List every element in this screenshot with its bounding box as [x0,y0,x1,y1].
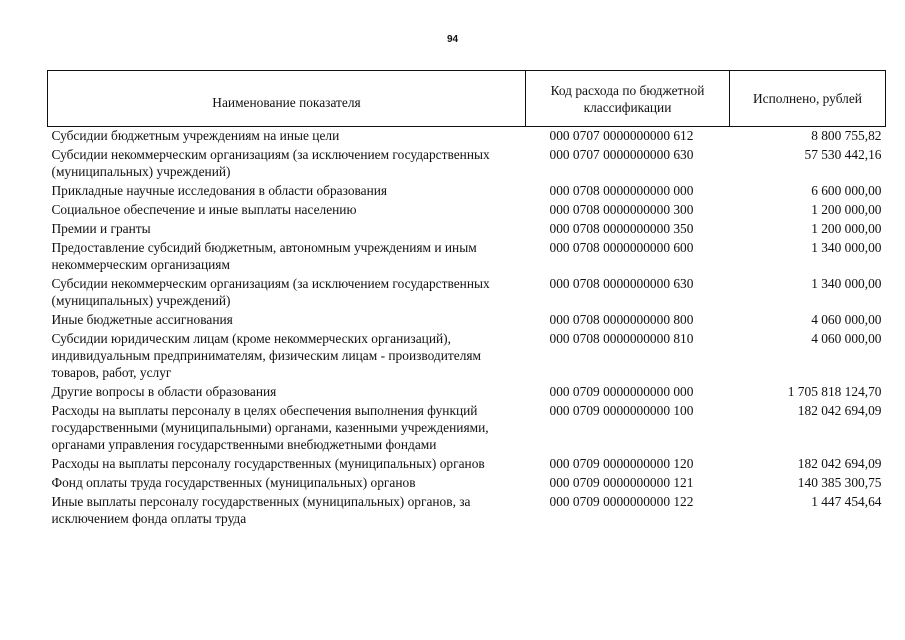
row-indicator-name: Субсидии бюджетным учреждениям на иные цели [51,128,340,143]
row-budget-code: 000 0708 0000000000 600 [549,240,694,255]
row-indicator-name: Иные выплаты персоналу государственных (муниципальных) органов, за исключением фонда оплаты труда [51,494,471,526]
table-row [48,383,886,402]
row-budget-code: 000 0707 0000000000 612 [549,128,694,143]
row-budget-code: 000 0709 0000000000 121 [549,475,694,490]
row-indicator-name: Премии и гранты [51,221,151,236]
row-executed-amount: 182 042 694,09 [797,456,882,471]
row-executed-amount: 1 447 454,64 [811,494,882,509]
row-executed-amount: 1 705 818 124,70 [787,384,882,399]
row-indicator-name: Предоставление субсидий бюджетным, автономным учреждениям и иным некоммерческим организациям [51,240,477,272]
row-budget-code: 000 0708 0000000000 630 [549,276,694,291]
row-executed-amount: 1 200 000,00 [811,221,882,236]
table-row [48,127,886,147]
row-indicator-name: Прикладные научные исследования в области образования [51,183,388,198]
row-budget-code: 000 0708 0000000000 300 [549,202,694,217]
row-indicator-name: Субсидии некоммерческим организациям (за исключением государственных (муниципальных) учреждений) [51,147,490,179]
row-indicator-name: Субсидии некоммерческим организациям (за исключением государственных (муниципальных) учреждений) [51,276,490,308]
table-body [48,127,886,530]
row-budget-code: 000 0708 0000000000 810 [549,331,694,346]
row-budget-code: 000 0708 0000000000 350 [549,221,694,236]
row-executed-amount: 4 060 000,00 [811,331,882,346]
table-row [48,182,886,201]
row-budget-code: 000 0709 0000000000 122 [549,494,694,509]
table-row [48,146,886,182]
row-executed-amount: 57 530 442,16 [804,147,882,162]
row-indicator-name: Расходы на выплаты персоналу в целях обеспечения выполнения функций государственными (муниципальными) органами, казенными учреждениями, органами управления государственными внебюджетными фондами [51,403,489,452]
page-number: 94 [446,34,459,45]
budget-execution-table [47,70,886,529]
table-row [48,455,886,474]
row-budget-code: 000 0708 0000000000 000 [549,183,694,198]
row-executed-amount: 6 600 000,00 [811,183,882,198]
row-budget-code: 000 0708 0000000000 800 [549,312,694,327]
row-budget-code: 000 0709 0000000000 000 [549,384,694,399]
row-executed-amount: 8 800 755,82 [811,128,882,143]
row-executed-amount: 1 340 000,00 [811,276,882,291]
row-indicator-name: Субсидии юридическим лицам (кроме некоммерческих организаций), индивидуальным предпринимателям, физическим лицам - производителям товаров, работ, услуг [51,331,482,380]
row-executed-amount: 182 042 694,09 [797,403,882,418]
row-indicator-name: Расходы на выплаты персоналу государственных (муниципальных) органов [51,456,485,471]
row-budget-code: 000 0709 0000000000 120 [549,456,694,471]
table-row [48,275,886,311]
row-indicator-name: Социальное обеспечение и иные выплаты населению [51,202,357,217]
header-executed-amount: Исполнено, рублей [730,71,886,127]
row-budget-code: 000 0707 0000000000 630 [549,147,694,162]
row-indicator-name: Другие вопросы в области образования [51,384,277,399]
table-row [48,201,886,220]
table-row [48,220,886,239]
table-row [48,493,886,529]
table-row [48,239,886,275]
row-budget-code: 000 0709 0000000000 100 [549,403,694,418]
header-budget-code: Код расхода по бюджетной классификации [526,71,730,127]
row-executed-amount: 140 385 300,75 [797,475,882,490]
row-executed-amount: 4 060 000,00 [811,312,882,327]
table-header [48,71,886,127]
table-row [48,330,886,383]
row-executed-amount: 1 200 000,00 [811,202,882,217]
header-row [48,71,886,127]
table-row [48,474,886,493]
row-indicator-name: Иные бюджетные ассигнования [51,312,233,327]
table-row [48,402,886,455]
row-executed-amount: 1 340 000,00 [811,240,882,255]
table-row [48,311,886,330]
header-indicator-name: Наименование показателя [48,71,526,127]
row-indicator-name: Фонд оплаты труда государственных (муниципальных) органов [51,475,416,490]
